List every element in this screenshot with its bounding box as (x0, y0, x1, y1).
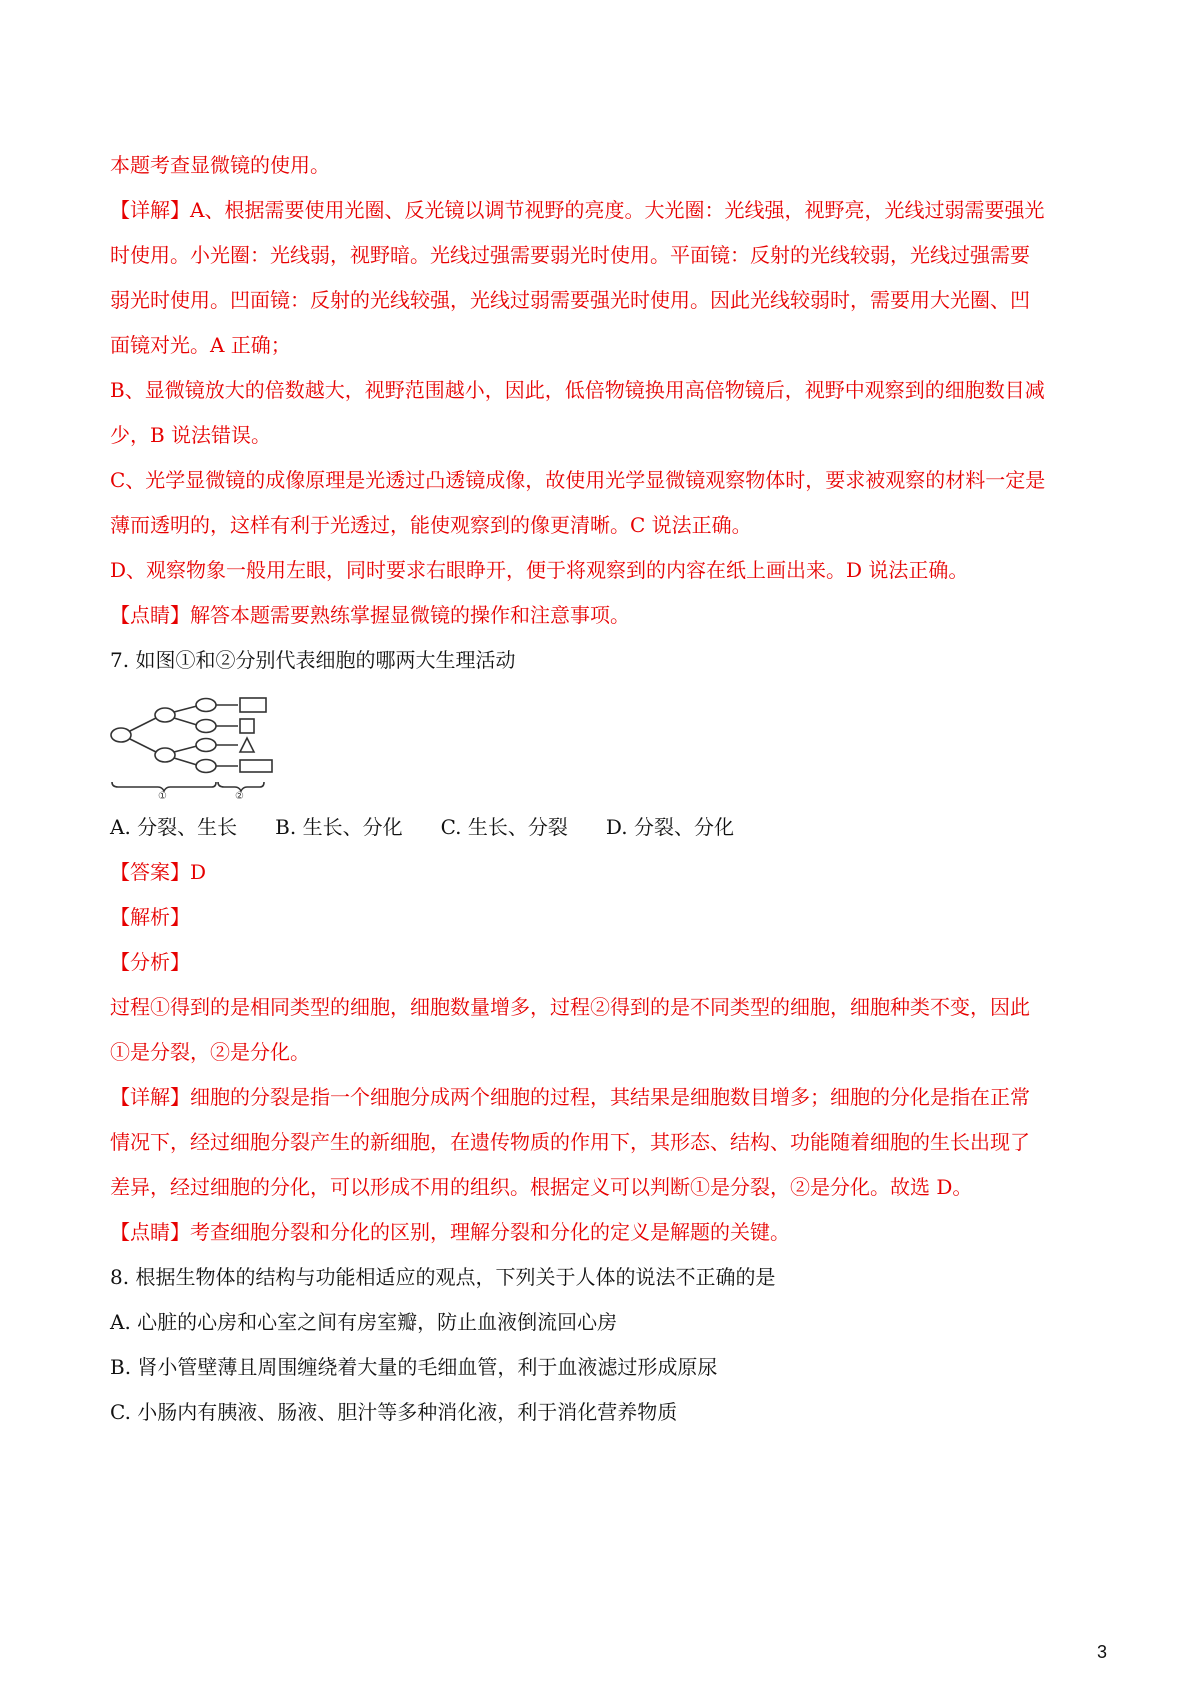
page-content (110, 143, 1110, 1435)
triangle-shape (240, 738, 254, 752)
rectangle-shape (240, 698, 266, 712)
question-8-option-c: C. 小肠内有胰液、肠液、胆汁等多种消化液，利于消化营养物质 (110, 1400, 678, 1424)
fenxi-heading: 【分析】 (110, 950, 190, 974)
analysis-line: ①是分裂，②是分化。 (110, 1040, 310, 1064)
explanation-line: 【详解】A、根据需要使用光圈、反光镜以调节视野的亮度。大光圈：光线强，视野亮，光线过弱需要强光 (110, 198, 1045, 222)
explanation-line: 本题考查显微镜的使用。 (110, 153, 330, 177)
question-8: 8. 根据生物体的结构与功能相适应的观点，下列关于人体的说法不正确的是 (110, 1265, 776, 1289)
diagram-label-2: ② (235, 791, 244, 799)
option-c: C. 生长、分裂 (440, 815, 568, 839)
cell-ellipse (196, 760, 216, 773)
question-8-option-b: B. 肾小管壁薄且周围缠绕着大量的毛细血管，利于血液滤过形成原尿 (110, 1355, 718, 1379)
cell-ellipse (111, 728, 131, 742)
cell-division-diagram (110, 689, 1110, 799)
cell-ellipse (196, 739, 216, 752)
diagram-label-1: ① (158, 791, 167, 799)
explanation-line: 面镜对光。A 正确； (110, 333, 291, 357)
explanation-line: 【点睛】解答本题需要熟练掌握显微镜的操作和注意事项。 (110, 603, 630, 627)
cell-diagram-svg (110, 689, 280, 799)
explanation-line: 时使用。小光圈：光线弱，视野暗。光线过强需要弱光时使用。平面镜：反射的光线较弱，光线过强需要 (110, 243, 1030, 267)
cell-ellipse (155, 708, 175, 722)
explanation-line: B、显微镜放大的倍数越大，视野范围越小，因此，低倍物镜换用高倍物镜后，视野中观察到的细胞数目减 (110, 378, 1045, 402)
detail-line: 差异，经过细胞的分化，可以形成不用的组织。根据定义可以判断①是分裂，②是分化。故选 D。 (110, 1175, 973, 1199)
cell-ellipse (196, 699, 216, 712)
detail-line: 情况下，经过细胞分裂产生的新细胞，在遗传物质的作用下，其形态、结构、功能随着细胞的生长出现了 (110, 1130, 1030, 1154)
detail-line: 【详解】细胞的分裂是指一个细胞分成两个细胞的过程，其结果是细胞数目增多；细胞的分化是指在正常 (110, 1085, 1030, 1109)
option-b: B. 生长、分化 (275, 815, 403, 839)
answer-line: 【答案】D (110, 860, 207, 884)
comment-line: 【点睛】考查细胞分裂和分化的区别，理解分裂和分化的定义是解题的关键。 (110, 1220, 790, 1244)
cell-ellipse (155, 748, 175, 762)
page-number: 3 (1096, 1642, 1107, 1662)
option-d: D. 分裂、分化 (605, 815, 734, 839)
explanation-line: 弱光时使用。凹面镜：反射的光线较强，光线过弱需要强光时使用。因此光线较弱时，需要用大光圈、凹 (110, 288, 1030, 312)
explanation-line: 薄而透明的，这样有利于光透过，能使观察到的像更清晰。C 说法正确。 (110, 513, 752, 537)
explanation-line: D、观察物象一般用左眼，同时要求右眼睁开，便于将观察到的内容在纸上画出来。D 说法正确。 (110, 558, 969, 582)
long-rectangle-shape (240, 760, 272, 772)
question-7-options (110, 805, 1110, 850)
option-a: A. 分裂、生长 (110, 815, 238, 839)
question-7: 7. 如图①和②分别代表细胞的哪两大生理活动 (110, 648, 516, 672)
explanation-line: C、光学显微镜的成像原理是光透过凸透镜成像，故使用光学显微镜观察物体时，要求被观察的材料一定是 (110, 468, 1046, 492)
square-shape (240, 719, 254, 733)
question-8-option-a: A. 心脏的心房和心室之间有房室瓣，防止血液倒流回心房 (110, 1310, 618, 1334)
jiexi-heading: 【解析】 (110, 905, 190, 929)
analysis-line: 过程①得到的是相同类型的细胞，细胞数量增多，过程②得到的是不同类型的细胞，细胞种类不变，因此 (110, 995, 1030, 1019)
cell-ellipse (196, 720, 216, 733)
explanation-line: 少，B 说法错误。 (110, 423, 272, 447)
